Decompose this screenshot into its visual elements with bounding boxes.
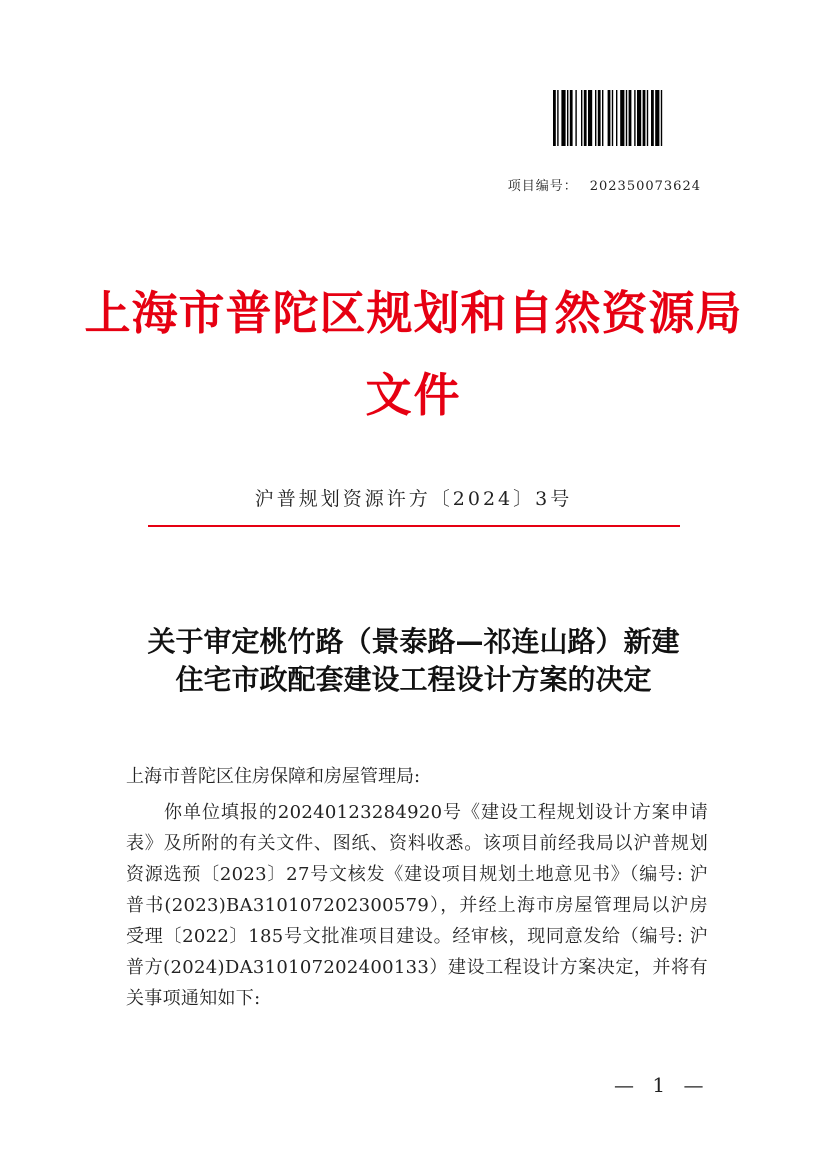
barcode-bar — [588, 90, 592, 146]
barcode-bar — [581, 90, 582, 146]
heading-line-2: 住宅市政配套建设工程设计方案的决定 — [175, 663, 652, 696]
addressee: 上海市普陀区住房保障和房屋管理局: — [126, 766, 421, 787]
barcode-bar — [637, 90, 641, 146]
barcode-bar — [584, 90, 587, 146]
barcode-bar — [608, 90, 611, 146]
barcode-bar — [612, 90, 613, 146]
heading-line-1: 关于审定桃竹路（景泰路—祁连山路）新建 — [147, 625, 680, 658]
barcode-bar — [620, 90, 624, 146]
barcode-bar — [553, 90, 556, 146]
barcode-bar — [616, 90, 617, 146]
document-heading — [115, 623, 712, 699]
project-number — [508, 175, 701, 194]
red-divider — [148, 525, 680, 527]
barcode-bar — [647, 90, 648, 146]
barcode-bar — [570, 90, 573, 146]
body-paragraph: 你单位填报的20240123284920号《建设工程规划设计方案申请表》及所附的有关文件、图纸、资料收悉。该项目前经我局以沪普规划资源选预〔2023〕27号文核发《建设项目规划土地意见书》（编号: 沪普书(2023)BA310107202300579），并经上海市房屋管理局以沪房受理〔2022〕185号文批准项目建设。经审核，现同意发给（编号: 沪普方(2024)DA310107202400133）建设工程设计方案决定，并将有关事项通知如下: — [126, 802, 708, 1009]
project-number-value: 202350073624 — [589, 179, 701, 194]
barcode-bar — [661, 90, 662, 146]
barcode-bar — [626, 90, 627, 146]
barcode-bar — [651, 90, 654, 146]
barcode-bar — [575, 90, 576, 146]
barcode-bar — [634, 90, 635, 146]
barcode — [553, 90, 701, 146]
org-title: 上海市普陀区规划和自然资源局 — [84, 286, 743, 340]
project-number-label: 项目编号： — [507, 179, 578, 194]
document-number: 沪普规划资源许方〔2024〕3号 — [254, 488, 573, 510]
barcode-bar — [561, 90, 565, 146]
barcode-bar — [655, 90, 659, 146]
barcode-bar — [567, 90, 568, 146]
barcode-bar — [557, 90, 558, 146]
barcode-bar — [595, 90, 596, 146]
barcode-bar — [598, 90, 601, 146]
barcode-bar — [629, 90, 632, 146]
page-number: — 1 — — [614, 1073, 710, 1097]
org-subtitle: 文件 — [365, 368, 462, 422]
barcode-bar — [602, 90, 603, 146]
barcode-bar — [643, 90, 646, 146]
